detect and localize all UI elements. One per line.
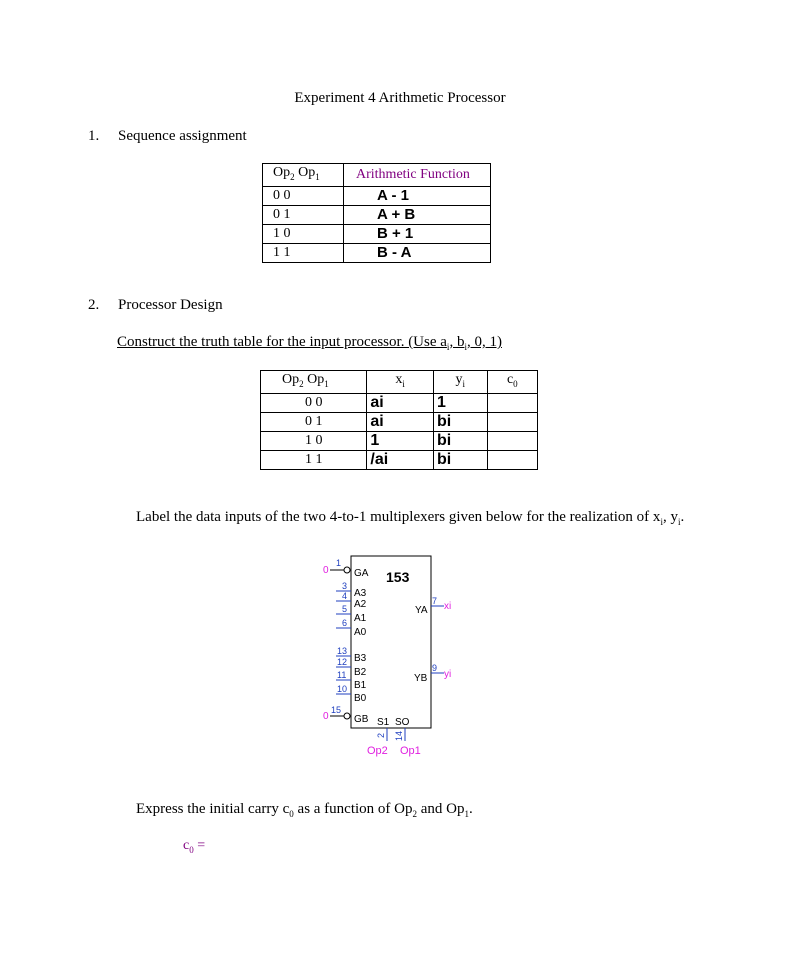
pin-s1-number: 2 [376,732,386,738]
pin-a3-number: 3 [342,581,348,591]
table-cell [487,412,537,431]
table-cell: B + 1 [344,224,491,243]
table-cell: 1 1 [263,243,344,262]
table-row [261,431,538,450]
table-cell: 1 [433,393,487,412]
ga-inversion-bubble [344,567,350,573]
pin-b1-label: B1 [354,680,367,691]
gb-input-value: 0 [323,711,329,722]
table-cell: ai [367,412,434,431]
section-2-number: 2. [88,297,100,313]
select-op2-label: Op2 [367,745,388,757]
table-cell: 0 1 [263,205,344,224]
table-header-op: $Op_2$ $Op_1$ [261,371,367,394]
pin-a1-label: A1 [354,613,367,624]
pin-a2-number: 4 [342,591,348,601]
mux-153-diagram [300,548,480,763]
table-cell: ai [367,393,434,412]
table-cell: 1 0 [261,431,367,450]
sequence-assignment-table [262,163,491,263]
pin-gb-number: 15 [331,705,342,715]
output-yi-label: yi [444,669,452,680]
pin-s0-label: SO [395,717,410,728]
carry-instruction: Express the initial carry $c_0$ as a function of $Op_2$ and $Op_1$. [136,801,473,819]
page-title: Experiment 4 Arithmetic Processor [294,90,506,106]
table-row [261,450,538,469]
table-cell: 1 [367,431,434,450]
table-cell: bi [433,450,487,469]
table-header-function: Arithmetic Function [344,164,491,187]
table-row [261,393,538,412]
ga-input-value: 0 [323,565,329,576]
carry-answer[interactable]: $c_0$ = [183,838,206,855]
table-row [261,371,538,394]
table-cell: A + B [344,205,491,224]
table-row [263,243,491,262]
pin-a2-label: A2 [354,599,367,610]
pin-b1-number: 11 [337,670,347,680]
pin-b0-label: B0 [354,693,367,704]
pin-a1-number: 5 [342,604,348,614]
mux-chip-number: 153 [386,569,410,585]
gb-inversion-bubble [344,713,350,719]
output-xi-label: xi [444,601,452,612]
pin-b3-label: B3 [354,653,367,664]
pin-gb-label: GB [354,714,369,725]
table-cell: 1 0 [263,224,344,243]
pin-b2-number: 12 [337,657,348,667]
table-cell: bi [433,431,487,450]
pin-a3-label: A3 [354,588,367,599]
table-cell: B - A [344,243,491,262]
pin-ga-label: GA [354,568,369,579]
table-row [263,224,491,243]
table-header-c0: $c_0$ [487,371,537,394]
truth-table-instruction: Construct the truth table for the input processor. (Use $a_i$, $b_i$, 0, 1) [117,334,502,352]
pin-a0-number: 6 [342,618,348,628]
pin-b3-number: 13 [337,646,348,656]
table-cell [487,393,537,412]
pin-ya-label: YA [415,605,428,616]
select-op1-label: Op1 [400,745,421,757]
table-row [263,164,491,187]
table-cell: /ai [367,450,434,469]
table-cell: A - 1 [344,186,491,205]
pin-ya-number: 7 [432,596,438,606]
table-cell [487,431,537,450]
pin-s0-number: 14 [394,730,404,741]
table-row [261,412,538,431]
pin-a0-label: A0 [354,627,367,638]
table-row [263,186,491,205]
pin-b2-label: B2 [354,667,367,678]
pin-yb-number: 9 [432,663,438,673]
table-cell: bi [433,412,487,431]
pin-ga-number: 1 [336,558,342,568]
truth-table [260,370,538,470]
table-cell [487,450,537,469]
table-header-yi: $y_i$ [433,371,487,394]
table-row [263,205,491,224]
pin-yb-label: YB [414,673,428,684]
table-cell: 0 1 [261,412,367,431]
section-1-title: Sequence assignment [118,128,247,144]
section-1-number: 1. [88,128,100,144]
table-cell: 0 0 [261,393,367,412]
table-header-xi: $x_i$ [367,371,434,394]
table-header-op: $Op_2$ $Op_1$ [263,164,344,187]
pin-b0-number: 10 [337,684,348,694]
mux-instruction: Label the data inputs of the two 4-to-1 multiplexers given below for the realization of $x_i$, $y_i$. [136,509,685,527]
section-2-title: Processor Design [118,297,223,313]
table-cell: 0 0 [263,186,344,205]
pin-s1-label: S1 [377,717,390,728]
table-cell: 1 1 [261,450,367,469]
